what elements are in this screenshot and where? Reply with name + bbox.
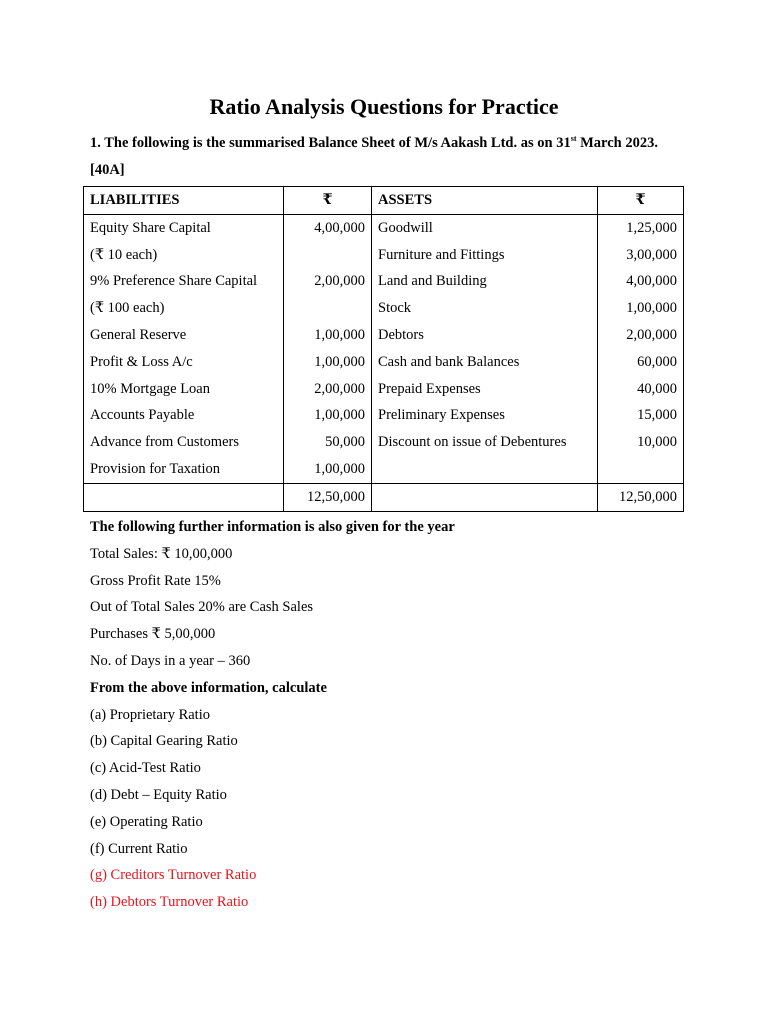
- table-row: [84, 322, 684, 349]
- asset-item: Stock: [378, 300, 412, 317]
- liability-item: Equity Share Capital: [90, 219, 211, 236]
- table-row: [84, 214, 684, 241]
- asset-amount: 3,00,000: [598, 242, 684, 269]
- header-liabilities: LIABILITIES: [84, 187, 284, 215]
- table-row: [84, 349, 684, 376]
- total-label-assets: [372, 483, 598, 511]
- calculate-item: (e) Operating Ratio: [90, 813, 203, 830]
- balance-sheet-body: [84, 187, 684, 512]
- question-text: [90, 130, 690, 184]
- liability-amount: 2,00,000: [284, 268, 372, 295]
- calculate-item: (a) Proprietary Ratio: [90, 706, 210, 723]
- further-information: [90, 514, 690, 916]
- balance-sheet-table: [83, 186, 684, 512]
- asset-item: Prepaid Expenses: [378, 380, 481, 397]
- liability-item: (₹ 100 each): [90, 300, 165, 317]
- page-title: Ratio Analysis Questions for Practice: [209, 94, 559, 119]
- total-assets: 12,50,000: [598, 483, 684, 511]
- table-row: [84, 295, 684, 322]
- calculate-item: (g) Creditors Turnover Ratio: [90, 867, 257, 884]
- totals-row: [84, 483, 684, 511]
- asset-item: Discount on issue of Debentures: [378, 434, 567, 451]
- ordinal-suffix: st: [570, 134, 577, 143]
- asset-item: Goodwill: [378, 219, 433, 236]
- table-row: [84, 376, 684, 403]
- liability-amount: 50,000: [284, 429, 372, 456]
- liability-amount: 4,00,000: [284, 214, 372, 241]
- asset-amount: 1,00,000: [598, 295, 684, 322]
- asset-amount: 15,000: [598, 402, 684, 429]
- further-info-heading: The following further information is also given for the year: [90, 519, 455, 535]
- table-row: [84, 268, 684, 295]
- asset-amount: 10,000: [598, 429, 684, 456]
- asset-amount: 60,000: [598, 349, 684, 376]
- asset-item: Land and Building: [378, 273, 487, 290]
- further-info-item: No. of Days in a year – 360: [90, 652, 251, 669]
- calculate-item: (c) Acid-Test Ratio: [90, 760, 201, 777]
- question-text-main: 1. The following is the summarised Balance Sheet of M/s Aakash Ltd. as on 31: [90, 135, 571, 151]
- asset-item: Debtors: [378, 326, 424, 343]
- liability-item: 9% Preference Share Capital: [90, 273, 258, 290]
- liability-amount: [284, 295, 372, 322]
- liability-item: Profit & Loss A/c: [90, 353, 193, 370]
- asset-amount: 2,00,000: [598, 322, 684, 349]
- table-row: [84, 402, 684, 429]
- asset-amount: [598, 456, 684, 483]
- asset-amount: 4,00,000: [598, 268, 684, 295]
- question-text-end: March 2023. [40A]: [90, 135, 658, 178]
- asset-amount: 40,000: [598, 376, 684, 403]
- table-row: [84, 242, 684, 269]
- asset-amount: 1,25,000: [598, 214, 684, 241]
- calculate-item: (d) Debt – Equity Ratio: [90, 786, 227, 803]
- header-assets: ASSETS: [372, 187, 598, 215]
- liability-amount: 1,00,000: [284, 456, 372, 483]
- asset-item: Preliminary Expenses: [378, 407, 505, 424]
- table-header-row: [84, 187, 684, 215]
- asset-item: Furniture and Fittings: [378, 246, 505, 263]
- calculate-item: (b) Capital Gearing Ratio: [90, 733, 238, 750]
- calculate-item: (h) Debtors Turnover Ratio: [90, 894, 249, 911]
- further-info-list: [90, 541, 690, 675]
- asset-item: Cash and bank Balances: [378, 353, 520, 370]
- liability-item: Provision for Taxation: [90, 460, 221, 477]
- liability-item: Advance from Customers: [90, 434, 239, 451]
- header-rupee-liabilities: ₹: [284, 187, 372, 215]
- liability-item: (₹ 10 each): [90, 246, 158, 263]
- liability-amount: 1,00,000: [284, 402, 372, 429]
- further-info-item: Purchases ₹ 5,00,000: [90, 626, 216, 643]
- table-row: [84, 429, 684, 456]
- calculate-heading: From the above information, calculate: [90, 679, 327, 696]
- further-info-item: Gross Profit Rate 15%: [90, 572, 221, 589]
- calculate-item: (f) Current Ratio: [90, 840, 188, 857]
- total-liabilities: 12,50,000: [284, 483, 372, 511]
- liability-amount: 1,00,000: [284, 322, 372, 349]
- liability-item: Accounts Payable: [90, 407, 195, 424]
- calculate-list: [90, 702, 690, 916]
- liability-amount: [284, 242, 372, 269]
- table-row: [84, 456, 684, 483]
- liability-item: General Reserve: [90, 326, 187, 343]
- further-info-item: Out of Total Sales 20% are Cash Sales: [90, 599, 314, 616]
- liability-amount: 2,00,000: [284, 376, 372, 403]
- further-info-item: Total Sales: ₹ 10,00,000: [90, 545, 233, 562]
- asset-item: [372, 456, 598, 483]
- total-label-liabilities: [84, 483, 284, 511]
- liability-amount: 1,00,000: [284, 349, 372, 376]
- liability-item: 10% Mortgage Loan: [90, 380, 210, 397]
- header-rupee-assets: ₹: [598, 187, 684, 215]
